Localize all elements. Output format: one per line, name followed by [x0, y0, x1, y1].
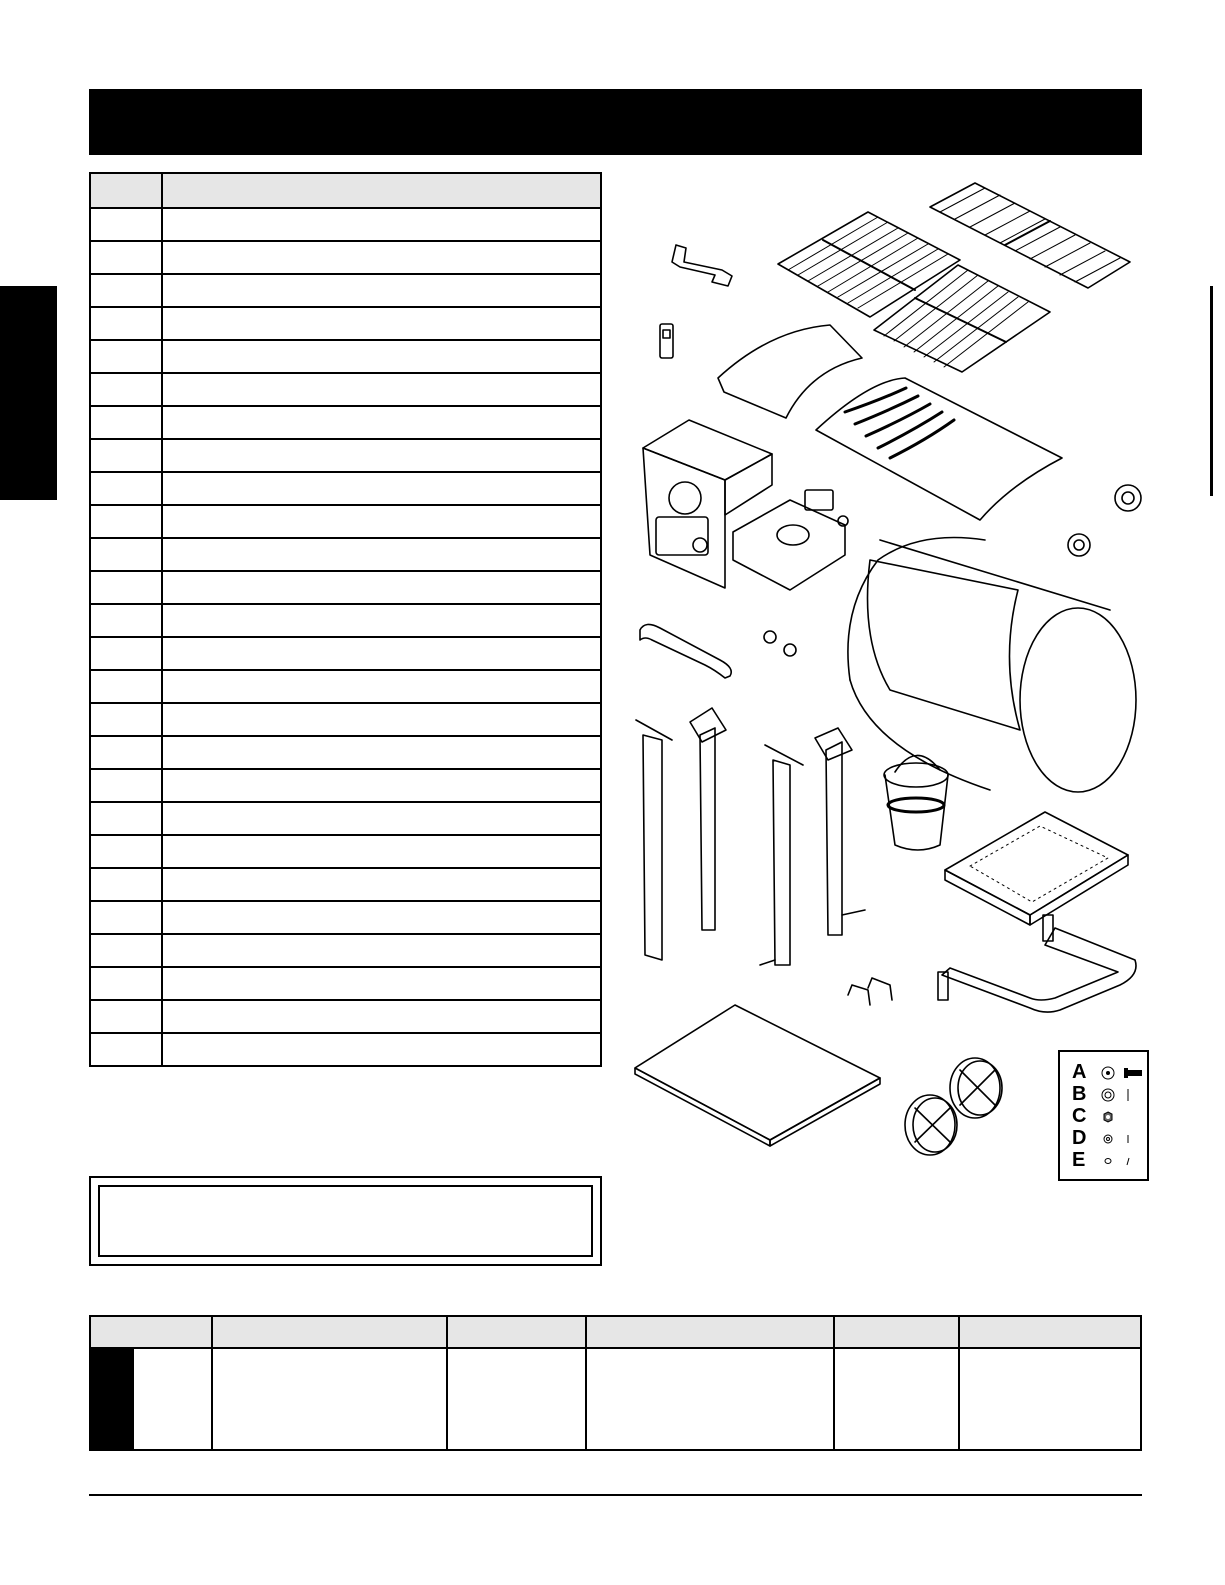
- part-number-cell: [90, 934, 162, 967]
- part-number-cell: [90, 340, 162, 373]
- heat-shield: [718, 325, 862, 418]
- bracket-part: [672, 245, 732, 286]
- leg-front-right: [760, 745, 803, 965]
- hardware-letter: E: [1072, 1149, 1086, 1171]
- hardware-item: [1072, 1149, 1142, 1171]
- drip-tray: [945, 812, 1128, 925]
- part-description-cell: [162, 604, 601, 637]
- part-description-cell: [162, 736, 601, 769]
- pellet-hopper: [643, 420, 845, 590]
- part-description-cell: [162, 439, 601, 472]
- spec-cell-1: [90, 1348, 212, 1450]
- part-number-cell: [90, 1033, 162, 1066]
- part-description-cell: [162, 373, 601, 406]
- spec-header-6: [959, 1316, 1141, 1348]
- part-description-cell: [162, 1000, 601, 1033]
- part-number-cell: [90, 703, 162, 736]
- part-description-cell: [162, 472, 601, 505]
- hardware-item: [1072, 1105, 1142, 1127]
- parts-table-row: [90, 307, 601, 340]
- spec-cell-5: [834, 1348, 959, 1450]
- part-number-cell: [90, 373, 162, 406]
- section-tab: [0, 286, 57, 500]
- parts-table-row: [90, 406, 601, 439]
- note-box-inner: [98, 1185, 593, 1257]
- part-description-cell: [162, 571, 601, 604]
- grill-lid: [816, 378, 1062, 520]
- parts-table-row: [90, 274, 601, 307]
- parts-table-header: [90, 173, 601, 208]
- part-description-cell: [162, 340, 601, 373]
- part-description-cell: [162, 769, 601, 802]
- black-marker: [91, 1349, 134, 1449]
- spec-table: [89, 1315, 1142, 1451]
- part-number-cell: [90, 538, 162, 571]
- grill-barrel: [848, 538, 1136, 793]
- bottom-shelf: [635, 1005, 880, 1146]
- part-number-cell: [90, 868, 162, 901]
- spec-header-3: [447, 1316, 586, 1348]
- parts-table-row: [90, 604, 601, 637]
- parts-table-row: [90, 934, 601, 967]
- wheel-1: [950, 1058, 1002, 1118]
- part-description-cell: [162, 241, 601, 274]
- part-number-cell: [90, 835, 162, 868]
- spec-header-1: [90, 1316, 212, 1348]
- hardware-letter: A: [1072, 1061, 1087, 1083]
- hardware-legend: [1058, 1050, 1149, 1181]
- lid-handle: [640, 624, 731, 678]
- header-bar: [89, 89, 1142, 155]
- parts-table-row: [90, 637, 601, 670]
- parts-table-row: [90, 439, 601, 472]
- leg-front-left: [636, 720, 672, 960]
- bolt-and-washer-icon: [1098, 1063, 1142, 1083]
- spec-header-4: [586, 1316, 834, 1348]
- hardware-letter: C: [1072, 1105, 1087, 1127]
- part-description-cell: [162, 1033, 601, 1066]
- part-description-cell: [162, 703, 601, 736]
- part-number-cell: [90, 307, 162, 340]
- parts-table-row: [90, 1000, 601, 1033]
- part-number-cell: [90, 802, 162, 835]
- part-number-cell: [90, 439, 162, 472]
- part-description-cell: [162, 901, 601, 934]
- part-number-cell: [90, 274, 162, 307]
- spec-cell-2: [212, 1348, 447, 1450]
- wheel-2: [905, 1095, 957, 1155]
- temperature-gauge: [1115, 485, 1141, 511]
- part-number-cell: [90, 604, 162, 637]
- part-number-cell: [90, 736, 162, 769]
- header-cell-number: [90, 173, 162, 208]
- parts-table-row: [90, 340, 601, 373]
- cooking-grate-upper: [930, 183, 1130, 288]
- part-number-cell: [90, 670, 162, 703]
- parts-table-row: [90, 868, 601, 901]
- washer-icon: [1098, 1085, 1142, 1105]
- parts-table-row: [90, 835, 601, 868]
- part-number-cell: [90, 208, 162, 241]
- parts-table-row: [90, 208, 601, 241]
- part-description-cell: [162, 406, 601, 439]
- part-description-cell: [162, 208, 601, 241]
- parts-table-row: [90, 571, 601, 604]
- parts-table: [89, 172, 602, 1067]
- part-number-cell: [90, 769, 162, 802]
- cart-frame: [942, 928, 1136, 1012]
- parts-table-row: [90, 967, 601, 1000]
- switch-part: [660, 324, 673, 358]
- footer-rule: [89, 1494, 1142, 1496]
- part-number-cell: [90, 241, 162, 274]
- small-screw-icon: [1098, 1151, 1142, 1171]
- parts-table-row: [90, 505, 601, 538]
- parts-table-row: [90, 769, 601, 802]
- part-number-cell: [90, 505, 162, 538]
- spec-header-2: [212, 1316, 447, 1348]
- spec-table-header: [90, 1316, 1141, 1348]
- part-description-cell: [162, 835, 601, 868]
- parts-table-row: [90, 1033, 601, 1066]
- leg-back-left: [690, 708, 726, 930]
- spec-cell-3: [447, 1348, 586, 1450]
- note-box: [89, 1176, 602, 1266]
- parts-table-row: [90, 670, 601, 703]
- parts-table-row: [90, 802, 601, 835]
- part-number-cell: [90, 1000, 162, 1033]
- part-description-cell: [162, 934, 601, 967]
- part-description-cell: [162, 505, 601, 538]
- part-description-cell: [162, 637, 601, 670]
- part-number-cell: [90, 571, 162, 604]
- hardware-letter: D: [1072, 1127, 1087, 1149]
- part-description-cell: [162, 868, 601, 901]
- parts-table-row: [90, 373, 601, 406]
- parts-table-row: [90, 901, 601, 934]
- spec-cell-6: [959, 1348, 1141, 1450]
- part-number-cell: [90, 472, 162, 505]
- parts-table-row: [90, 472, 601, 505]
- nut-icon: [1098, 1107, 1142, 1127]
- spec-table-row: [90, 1348, 1141, 1450]
- small-washer-icon: [1098, 1129, 1142, 1149]
- part-number-cell: [90, 901, 162, 934]
- hardware-item: [1072, 1061, 1142, 1083]
- part-number-cell: [90, 967, 162, 1000]
- part-description-cell: [162, 967, 601, 1000]
- spec-cell-4: [586, 1348, 834, 1450]
- parts-table-row: [90, 703, 601, 736]
- part-description-cell: [162, 670, 601, 703]
- parts-table-row: [90, 538, 601, 571]
- header-cell-description: [162, 173, 601, 208]
- hardware-item: [1072, 1083, 1142, 1105]
- exploded-grill-diagram: [620, 170, 1160, 1190]
- hardware-item: [1072, 1127, 1142, 1149]
- temp-gauge-2: [1068, 534, 1090, 556]
- part-description-cell: [162, 274, 601, 307]
- hardware-letter: B: [1072, 1083, 1087, 1105]
- part-number-cell: [90, 637, 162, 670]
- part-description-cell: [162, 538, 601, 571]
- leg-back-right: [815, 728, 865, 935]
- part-description-cell: [162, 307, 601, 340]
- cooking-grate-left: [778, 212, 960, 317]
- part-number-cell: [90, 406, 162, 439]
- margin-mark: [1210, 286, 1213, 496]
- part-description-cell: [162, 802, 601, 835]
- parts-table-row: [90, 241, 601, 274]
- spec-header-5: [834, 1316, 959, 1348]
- parts-table-row: [90, 736, 601, 769]
